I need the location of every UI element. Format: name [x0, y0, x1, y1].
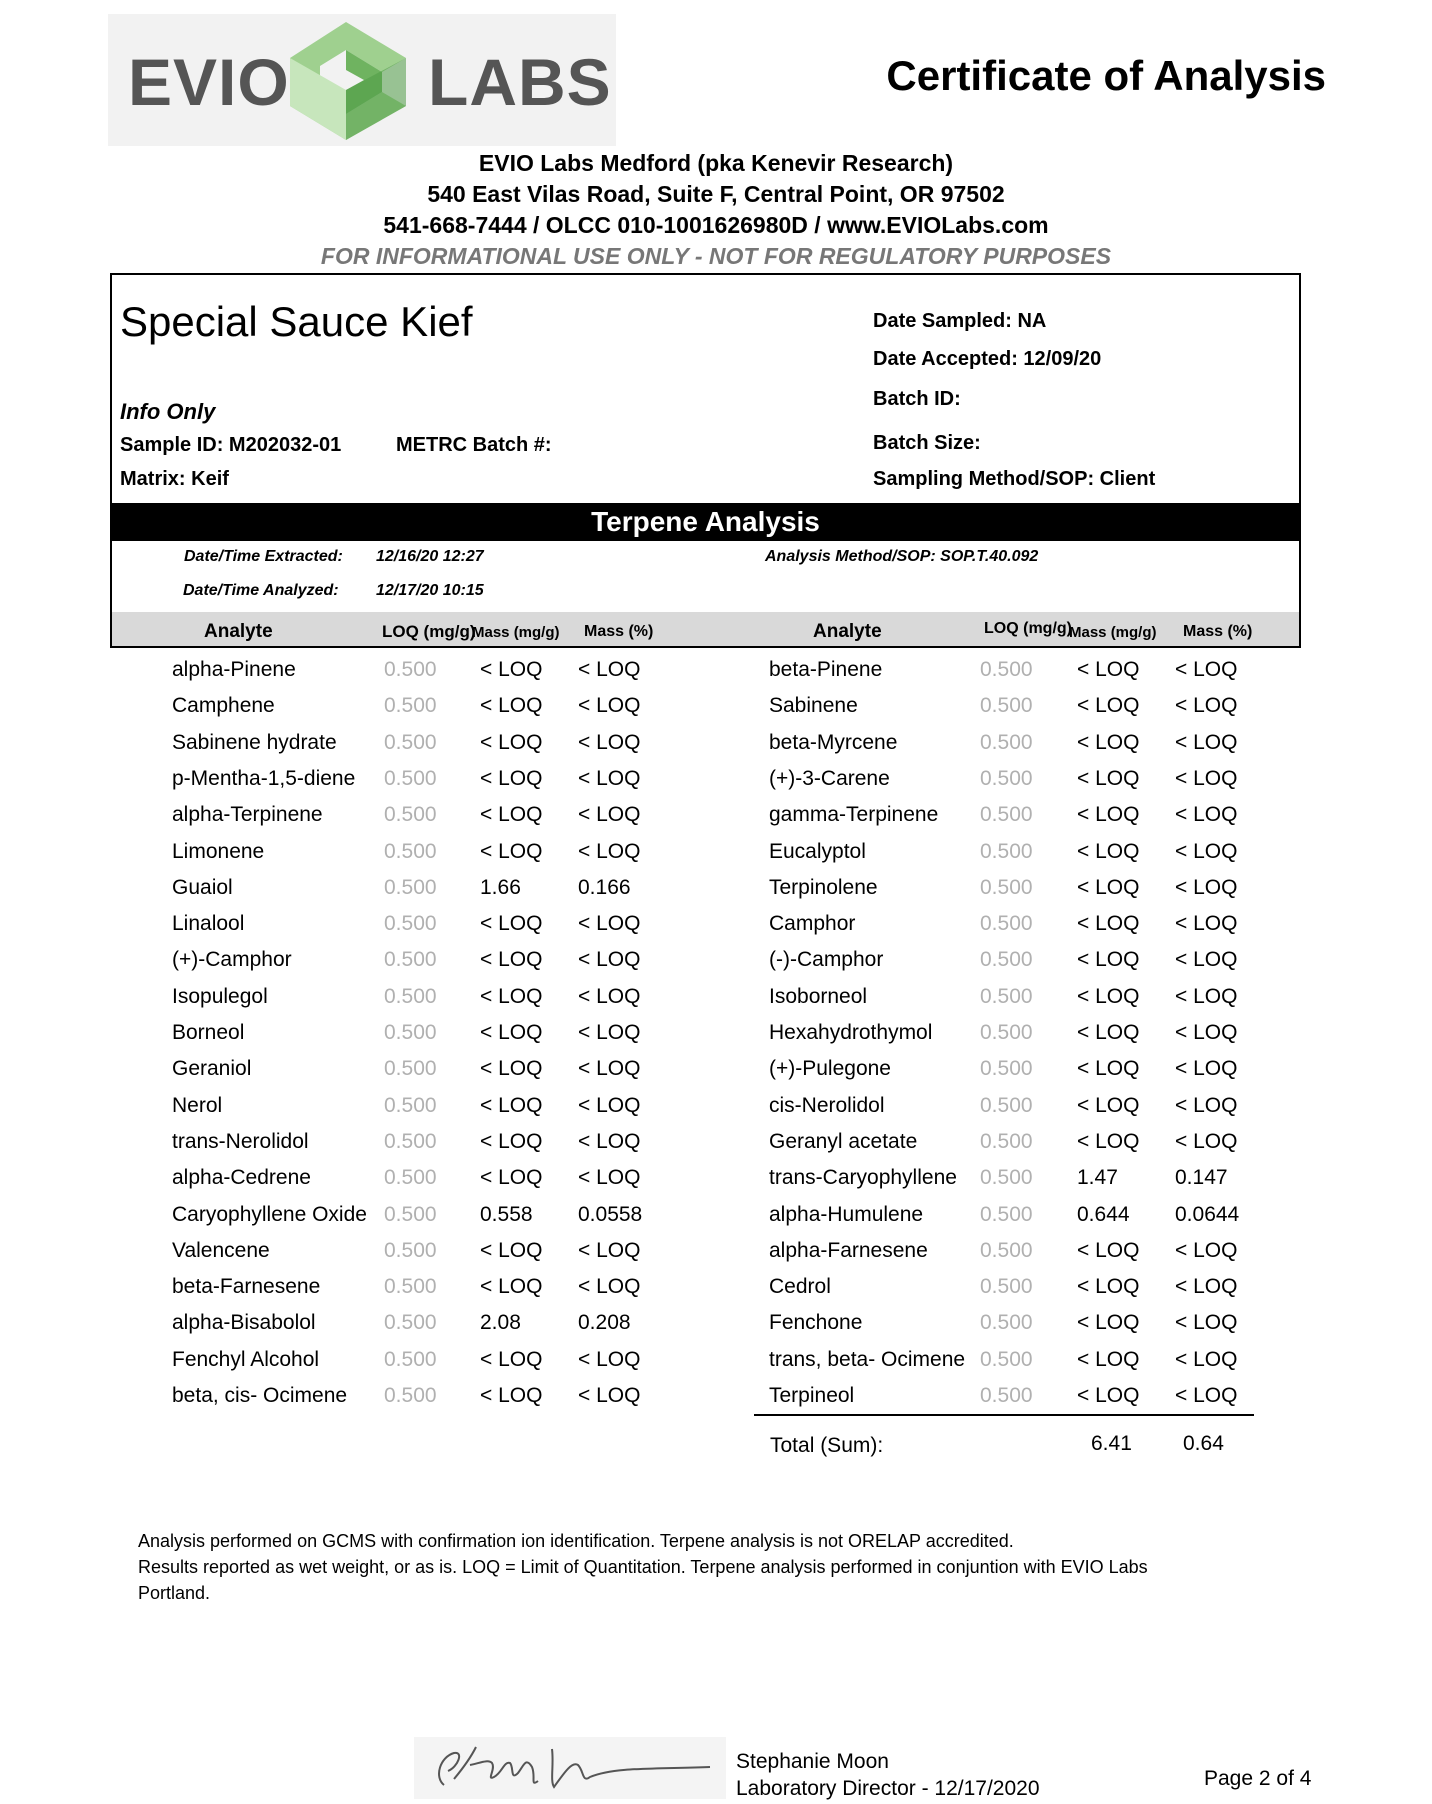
col-mass-left: Mass (mg/g)	[472, 624, 560, 641]
left-analyte-cell: Fenchyl Alcohol	[172, 1347, 320, 1371]
left-loq-cell: 0.500	[384, 1093, 437, 1117]
left-loq-cell: 0.500	[384, 1057, 437, 1081]
right-mass-cell: < LOQ	[1077, 1057, 1140, 1081]
left-loq-cell: 0.500	[384, 839, 437, 863]
section-banner: Terpene Analysis	[110, 503, 1301, 541]
right-mass-cell: < LOQ	[1077, 984, 1140, 1008]
batch-size: Batch Size:	[873, 432, 981, 454]
right-analyte-cell: Fenchone	[769, 1311, 863, 1335]
right-analyte-cell: (+)-Pulegone	[769, 1057, 891, 1081]
left-analyte-cell: beta, cis- Ocimene	[172, 1384, 348, 1407]
analysis-method: Analysis Method/SOP: SOP.T.40.092	[765, 548, 1039, 565]
product-name: Special Sauce Kief	[120, 298, 473, 345]
right-loq-cell: 0.500	[980, 1347, 1033, 1371]
left-loq-cell: 0.500	[384, 658, 437, 681]
right-pct-cell: < LOQ	[1175, 1347, 1238, 1371]
left-mass-cell: < LOQ	[480, 912, 543, 936]
right-analyte-cell: beta-Pinene	[769, 658, 883, 681]
right-pct-cell: < LOQ	[1175, 658, 1238, 681]
left-mass-cell: < LOQ	[480, 803, 543, 827]
right-mass-cell: < LOQ	[1077, 803, 1140, 827]
date-accepted: Date Accepted: 12/09/20	[873, 348, 1102, 370]
left-pct-cell: < LOQ	[578, 1166, 641, 1190]
page-number: Page 2 of 4	[1204, 1767, 1312, 1790]
left-pct-cell: < LOQ	[578, 1347, 641, 1371]
right-pct-cell: < LOQ	[1175, 694, 1238, 718]
right-mass-cell: < LOQ	[1077, 694, 1140, 718]
right-pct-cell: < LOQ	[1175, 875, 1238, 899]
right-pct-cell: < LOQ	[1175, 1129, 1238, 1153]
left-pct-cell: < LOQ	[578, 694, 641, 718]
col-pct-right: Mass (%)	[1183, 623, 1253, 640]
right-loq-cell: 0.500	[980, 1166, 1033, 1190]
left-loq-cell: 0.500	[384, 766, 437, 790]
right-mass-cell: < LOQ	[1077, 1238, 1140, 1262]
left-loq-cell: 0.500	[384, 1311, 437, 1335]
right-mass-cell: < LOQ	[1077, 766, 1140, 790]
evio-labs-logo	[108, 14, 616, 146]
left-pct-cell: < LOQ	[578, 658, 641, 681]
left-analyte-cell: Camphene	[172, 694, 275, 718]
right-analyte-cell: Isoborneol	[769, 984, 868, 1008]
left-mass-cell: < LOQ	[480, 1166, 543, 1190]
col-analyte-left: Analyte	[204, 621, 273, 642]
right-loq-cell: 0.500	[980, 694, 1033, 718]
left-mass-cell: < LOQ	[480, 1057, 543, 1081]
left-loq-cell: 0.500	[384, 694, 437, 718]
left-mass-cell: 1.66	[480, 875, 521, 899]
left-analyte-cell: Guaiol	[172, 875, 233, 899]
left-analyte-cell: Nerol	[172, 1093, 223, 1117]
left-analyte-cell: trans-Nerolidol	[172, 1129, 309, 1153]
extracted-value: 12/16/20 12:27	[376, 548, 484, 565]
left-pct-cell: < LOQ	[578, 730, 641, 754]
right-analyte-cell: (+)-3-Carene	[769, 766, 890, 790]
signature-image	[414, 1737, 726, 1799]
logo-text-labs: LABS	[428, 45, 612, 119]
analyzed-label: Date/Time Analyzed:	[183, 582, 339, 599]
right-analyte-cell: Sabinene	[769, 694, 858, 718]
analyzed-value: 12/17/20 10:15	[376, 582, 484, 599]
right-analyte-cell: Cedrol	[769, 1275, 831, 1299]
left-pct-cell: < LOQ	[578, 1384, 641, 1407]
logo-cube-icon	[286, 18, 436, 142]
col-mass-right: Mass (mg/g)	[1069, 624, 1157, 641]
left-mass-cell: < LOQ	[480, 1093, 543, 1117]
right-mass-cell: < LOQ	[1077, 658, 1140, 681]
left-pct-cell: < LOQ	[578, 948, 641, 972]
right-analyte-cell: Terpineol	[769, 1384, 855, 1407]
notes	[138, 1528, 1198, 1606]
left-pct-cell: < LOQ	[578, 1093, 641, 1117]
right-pct-cell: < LOQ	[1175, 1057, 1238, 1081]
left-pct-cell: < LOQ	[578, 984, 641, 1008]
right-pct-cell: < LOQ	[1175, 1275, 1238, 1299]
right-pct-cell: < LOQ	[1175, 984, 1238, 1008]
right-pct-cell: < LOQ	[1175, 730, 1238, 754]
sampling-method: Sampling Method/SOP: Client	[873, 468, 1156, 490]
left-loq-cell: 0.500	[384, 1202, 437, 1226]
left-loq-cell: 0.500	[384, 803, 437, 827]
left-loq-cell: 0.500	[384, 912, 437, 936]
left-loq-cell: 0.500	[384, 1384, 437, 1407]
left-analyte-cell: Caryophyllene Oxide	[172, 1202, 367, 1226]
left-analyte-cell: alpha-Pinene	[172, 658, 296, 681]
left-mass-cell: < LOQ	[480, 984, 543, 1008]
right-pct-cell: < LOQ	[1175, 1021, 1238, 1044]
left-mass-cell: < LOQ	[480, 658, 543, 681]
left-mass-cell: < LOQ	[480, 948, 543, 972]
left-mass-cell: < LOQ	[480, 1275, 543, 1299]
left-pct-cell: 0.208	[578, 1311, 631, 1335]
signature-scribble	[414, 1737, 726, 1799]
logo-text-evio: EVIO	[128, 45, 290, 119]
extracted-label: Date/Time Extracted:	[184, 548, 343, 565]
left-mass-cell: 0.558	[480, 1202, 533, 1226]
note-line-1: Analysis performed on GCMS with confirmation ion identification. Terpene analysis is not ORELAP accredited.	[138, 1531, 1014, 1551]
right-mass-cell: 0.644	[1077, 1202, 1130, 1226]
right-analyte-cell: Eucalyptol	[769, 839, 866, 863]
left-analyte-cell: Valencene	[172, 1238, 270, 1262]
right-loq-cell: 0.500	[980, 1384, 1033, 1407]
total-divider	[754, 1414, 1254, 1416]
total-label: Total (Sum):	[770, 1434, 884, 1457]
right-analyte-cell: Camphor	[769, 912, 856, 936]
right-loq-cell: 0.500	[980, 912, 1033, 936]
right-pct-cell: < LOQ	[1175, 912, 1238, 936]
left-pct-cell: < LOQ	[578, 839, 641, 863]
right-loq-cell: 0.500	[980, 1021, 1033, 1044]
right-loq-cell: 0.500	[980, 839, 1033, 863]
left-loq-cell: 0.500	[384, 875, 437, 899]
right-analyte-cell: alpha-Farnesene	[769, 1238, 928, 1262]
total-pct: 0.64	[1183, 1432, 1224, 1455]
right-loq-cell: 0.500	[980, 766, 1033, 790]
right-loq-cell: 0.500	[980, 1238, 1033, 1262]
document-title: Certificate of Analysis	[886, 52, 1326, 99]
right-mass-cell: < LOQ	[1077, 875, 1140, 899]
right-pct-cell: < LOQ	[1175, 766, 1238, 790]
right-loq-cell: 0.500	[980, 875, 1033, 899]
right-analyte-cell: trans-Caryophyllene	[769, 1166, 957, 1190]
right-mass-cell: < LOQ	[1077, 1384, 1140, 1407]
right-loq-cell: 0.500	[980, 1057, 1033, 1081]
col-loq-left: LOQ (mg/g)	[382, 622, 476, 641]
right-loq-cell: 0.500	[980, 1275, 1033, 1299]
left-analyte-cell: alpha-Bisabolol	[172, 1311, 316, 1335]
left-pct-cell: < LOQ	[578, 1275, 641, 1299]
right-mass-cell: < LOQ	[1077, 1129, 1140, 1153]
right-mass-cell: < LOQ	[1077, 839, 1140, 863]
left-pct-cell: < LOQ	[578, 766, 641, 790]
matrix: Matrix: Keif	[120, 468, 229, 490]
right-loq-cell: 0.500	[980, 1093, 1033, 1117]
right-pct-cell: < LOQ	[1175, 1384, 1238, 1407]
info-only-label: Info Only	[120, 399, 216, 424]
lab-name: EVIO Labs Medford (pka Kenevir Research)	[478, 150, 954, 176]
left-pct-cell: < LOQ	[578, 803, 641, 827]
left-analyte-cell: Geraniol	[172, 1057, 252, 1081]
right-mass-cell: < LOQ	[1077, 1275, 1140, 1299]
right-mass-cell: < LOQ	[1077, 1093, 1140, 1117]
right-mass-cell: < LOQ	[1077, 948, 1140, 972]
left-mass-cell: < LOQ	[480, 1347, 543, 1371]
right-mass-cell: < LOQ	[1077, 1347, 1140, 1371]
right-analyte-cell: Hexahydrothymol	[769, 1021, 933, 1044]
left-loq-cell: 0.500	[384, 1347, 437, 1371]
left-pct-cell: < LOQ	[578, 1057, 641, 1081]
right-loq-cell: 0.500	[980, 730, 1033, 754]
right-mass-cell: < LOQ	[1077, 912, 1140, 936]
signer-title: Laboratory Director - 12/17/2020	[736, 1777, 1040, 1800]
right-analyte-cell: beta-Myrcene	[769, 730, 898, 754]
left-mass-cell: < LOQ	[480, 1384, 543, 1407]
right-analyte-cell: (-)-Camphor	[769, 948, 884, 972]
left-loq-cell: 0.500	[384, 1275, 437, 1299]
left-analyte-cell: (+)-Camphor	[172, 948, 292, 972]
right-pct-cell: < LOQ	[1175, 1238, 1238, 1262]
left-loq-cell: 0.500	[384, 1166, 437, 1190]
left-loq-cell: 0.500	[384, 984, 437, 1008]
total-mass: 6.41	[1091, 1432, 1132, 1455]
right-pct-cell: < LOQ	[1175, 948, 1238, 972]
lab-address: 540 East Vilas Road, Suite F, Central Point, OR 97502	[427, 181, 1005, 207]
left-loq-cell: 0.500	[384, 1129, 437, 1153]
lab-contact: 541-668-7444 / OLCC 010-1001626980D / www.EVIOLabs.com	[383, 212, 1049, 238]
left-loq-cell: 0.500	[384, 730, 437, 754]
col-pct-left: Mass (%)	[584, 623, 654, 640]
left-mass-cell: < LOQ	[480, 730, 543, 754]
left-analyte-cell: Limonene	[172, 839, 265, 863]
right-analyte-cell: cis-Nerolidol	[769, 1093, 885, 1117]
right-mass-cell: < LOQ	[1077, 1311, 1140, 1335]
right-analyte-cell: Terpinolene	[769, 875, 878, 899]
right-pct-cell: 0.0644	[1175, 1202, 1240, 1226]
right-pct-cell: < LOQ	[1175, 1093, 1238, 1117]
left-analyte-cell: alpha-Terpinene	[172, 803, 323, 827]
right-analyte-cell: alpha-Humulene	[769, 1202, 924, 1226]
right-loq-cell: 0.500	[980, 948, 1033, 972]
right-mass-cell: 1.47	[1077, 1166, 1118, 1190]
right-loq-cell: 0.500	[980, 1129, 1033, 1153]
right-loq-cell: 0.500	[980, 658, 1033, 681]
right-loq-cell: 0.500	[980, 1311, 1033, 1335]
note-line-2: Results reported as wet weight, or as is. LOQ = Limit of Quantitation. Terpene analysis performed in conjuntion with EVIO Labs Portland.	[138, 1557, 1148, 1603]
left-analyte-cell: Isopulegol	[172, 984, 268, 1008]
left-analyte-cell: Linalool	[172, 912, 245, 936]
left-mass-cell: < LOQ	[480, 694, 543, 718]
right-analyte-cell: trans, beta- Ocimene	[769, 1347, 966, 1371]
date-sampled: Date Sampled: NA	[873, 310, 1047, 332]
right-loq-cell: 0.500	[980, 984, 1033, 1008]
left-analyte-cell: alpha-Cedrene	[172, 1166, 311, 1190]
left-loq-cell: 0.500	[384, 1021, 437, 1044]
batch-id: Batch ID:	[873, 388, 961, 410]
right-mass-cell: < LOQ	[1077, 730, 1140, 754]
right-pct-cell: < LOQ	[1175, 839, 1238, 863]
left-mass-cell: < LOQ	[480, 1021, 543, 1044]
right-pct-cell: < LOQ	[1175, 1311, 1238, 1335]
left-mass-cell: < LOQ	[480, 1238, 543, 1262]
left-loq-cell: 0.500	[384, 1238, 437, 1262]
left-loq-cell: 0.500	[384, 948, 437, 972]
left-mass-cell: 2.08	[480, 1311, 521, 1335]
left-analyte-cell: p-Mentha-1,5-diene	[172, 766, 356, 790]
left-analyte-cell: beta-Farnesene	[172, 1275, 321, 1299]
right-mass-cell: < LOQ	[1077, 1021, 1140, 1044]
left-pct-cell: < LOQ	[578, 1021, 641, 1044]
left-analyte-cell: Borneol	[172, 1021, 245, 1044]
left-pct-cell: < LOQ	[578, 912, 641, 936]
right-pct-cell: 0.147	[1175, 1166, 1228, 1190]
right-loq-cell: 0.500	[980, 1202, 1033, 1226]
left-pct-cell: 0.0558	[578, 1202, 643, 1226]
left-pct-cell: < LOQ	[578, 1238, 641, 1262]
right-analyte-cell: Geranyl acetate	[769, 1129, 918, 1153]
col-analyte-right: Analyte	[813, 621, 882, 642]
left-pct-cell: 0.166	[578, 875, 631, 899]
metrc-batch: METRC Batch #:	[396, 434, 552, 456]
left-mass-cell: < LOQ	[480, 1129, 543, 1153]
right-loq-cell: 0.500	[980, 803, 1033, 827]
left-mass-cell: < LOQ	[480, 766, 543, 790]
right-analyte-cell: gamma-Terpinene	[769, 803, 939, 827]
left-pct-cell: < LOQ	[578, 1129, 641, 1153]
signer-name: Stephanie Moon	[736, 1750, 889, 1773]
left-analyte-cell: Sabinene hydrate	[172, 730, 337, 754]
disclaimer-text: FOR INFORMATIONAL USE ONLY - NOT FOR REGULATORY PURPOSES	[320, 243, 1112, 269]
left-mass-cell: < LOQ	[480, 839, 543, 863]
col-loq-right: LOQ (mg/g)	[984, 620, 1072, 637]
sample-id: Sample ID: M202032-01	[120, 434, 342, 456]
right-pct-cell: < LOQ	[1175, 803, 1238, 827]
